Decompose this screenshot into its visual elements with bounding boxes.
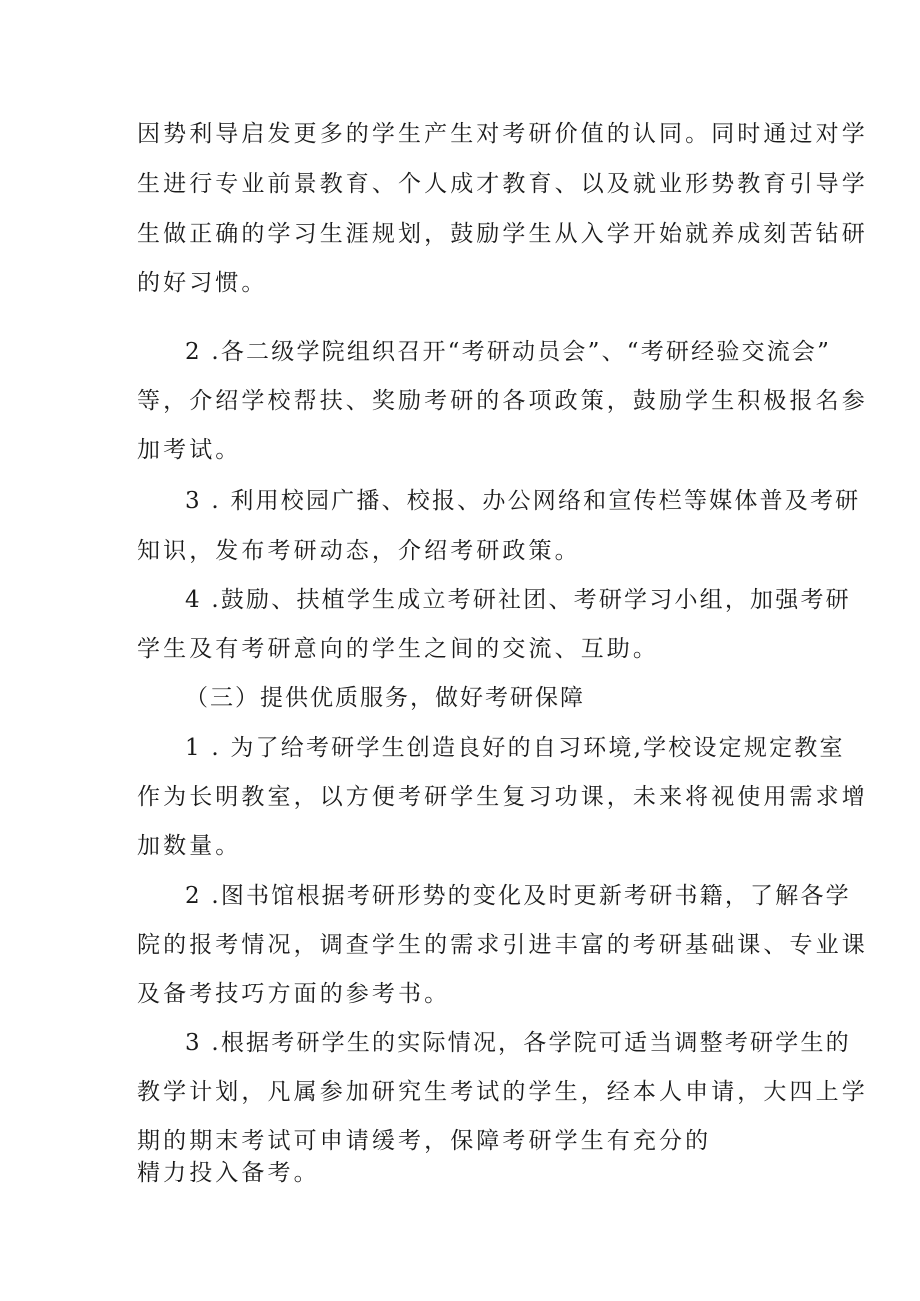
paragraph-line: 的好习惯。: [137, 270, 268, 296]
paragraph-line: 加数量。: [137, 833, 242, 859]
paragraph-line: 4 .鼓励、扶植学生成立考研社团、考研学习小组，加强考研: [185, 587, 851, 613]
paragraph-line: 3 .根据考研学生的实际情况，各学院可适当调整考研学生的: [185, 1030, 851, 1056]
paragraph-line: 1 . 为了给考研学生创造良好的自习环境,学校设定规定教室: [185, 735, 845, 761]
paragraph-line: 教学计划，凡属参加研究生考试的学生，经本人申请，大四上学: [137, 1079, 868, 1105]
paragraph-line: 院的报考情况，调查学生的需求引进丰富的考研基础课、专业课: [137, 932, 868, 958]
section-heading: （三）提供优质服务，做好考研保障: [185, 685, 585, 711]
paragraph-line: 生进行专业前景教育、个人成才教育、以及就业形势教育引导学: [137, 171, 868, 197]
paragraph-line: 加考试。: [137, 437, 242, 463]
paragraph-line: 及备考技巧方面的参考书。: [137, 981, 451, 1007]
paragraph-line: 2 .各二级学院组织召开“考研动员会”、“考研经验交流会”: [185, 339, 832, 365]
paragraph-line: 知识，发布考研动态，介绍考研政策。: [137, 538, 581, 564]
paragraph-line: 作为长明教室，以方便考研学生复习功课，未来将视使用需求增: [137, 784, 868, 810]
paragraph-line: 期的期末考试可申请缓考，保障考研学生有充分的: [137, 1128, 712, 1154]
paragraph-line: 精力投入备考。: [137, 1160, 320, 1186]
paragraph-line: 因势利导启发更多的学生产生对考研价值的认同。同时通过对学: [137, 121, 868, 147]
paragraph-line: 2 .图书馆根据考研形势的变化及时更新考研书籍，了解各学: [185, 883, 851, 909]
paragraph-line: 学生及有考研意向的学生之间的交流、互助。: [137, 636, 659, 662]
paragraph-line: 生做正确的学习生涯规划，鼓励学生从入学开始就养成刻苦钻研: [137, 221, 868, 247]
paragraph-line: 3 . 利用校园广播、校报、办公网络和宣传栏等媒体普及考研: [185, 488, 861, 514]
paragraph-line: 等，介绍学校帮扶、奖励考研的各项政策，鼓励学生积极报名参: [137, 388, 868, 414]
